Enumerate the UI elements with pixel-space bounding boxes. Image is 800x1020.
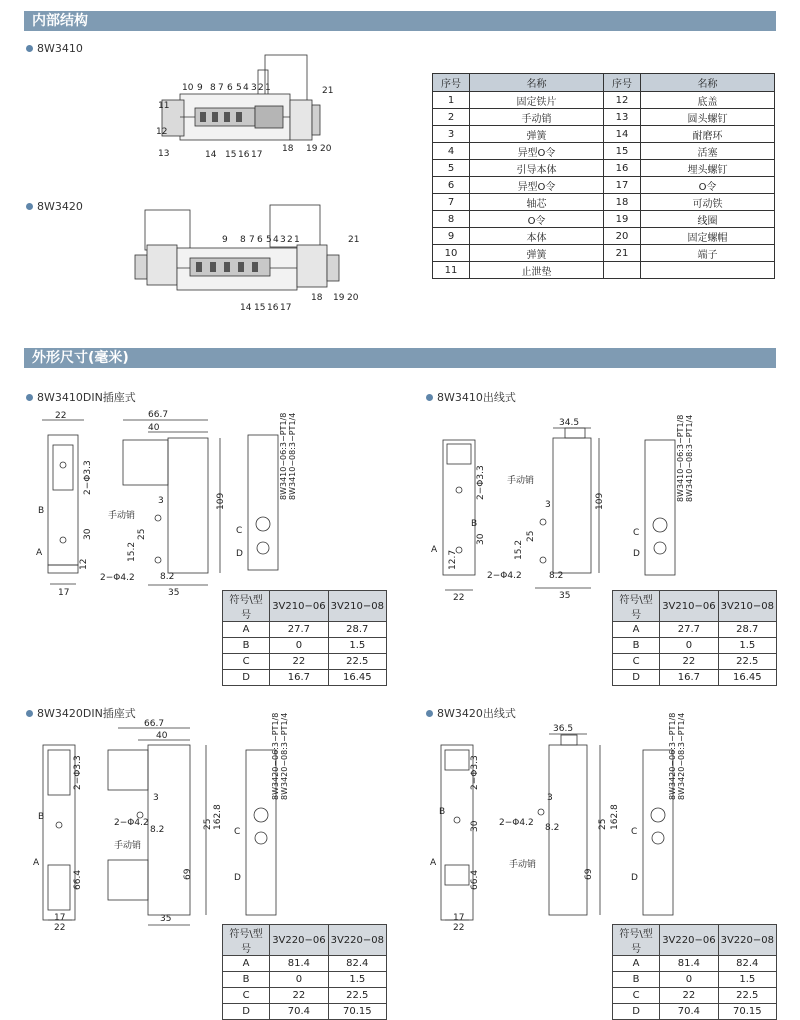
dimension-label: 36.5 [553, 724, 574, 734]
dim-table-header [613, 925, 777, 956]
manual-pin-label: 手动销 [108, 511, 136, 521]
dimension-label: 15.2 [127, 541, 137, 562]
dimension-label: D [633, 549, 640, 559]
dimension-label: 25 [526, 530, 536, 542]
dimension-label: 69 [183, 868, 193, 880]
port-spec-label: 8W3420−08:3−PT1/4 [677, 712, 686, 800]
port-spec-label: 8W3420−08:3−PT1/4 [280, 712, 289, 800]
part-number-cell: 8 [433, 211, 470, 228]
model-label-8w3410 [26, 42, 83, 55]
callout-number: 8 [240, 235, 246, 245]
bullet-dot-icon [26, 203, 33, 210]
dim-table-row [613, 654, 777, 670]
dimension-label: 25 [203, 818, 213, 830]
value-cell: 22.5 [718, 654, 776, 670]
dimension-label: 2−Φ3.3 [83, 460, 93, 495]
dimension-label: 8.2 [549, 571, 564, 581]
part-name-cell: 手动销 [470, 109, 604, 126]
dimension-label: 25 [598, 818, 608, 830]
part-number-cell: 6 [433, 177, 470, 194]
port-spec-label: 8W3420−06:3−PT1/8 [271, 712, 280, 800]
symbol-cell: B [223, 972, 270, 988]
callout-number: 20 [347, 293, 359, 303]
part-number-cell: 7 [433, 194, 470, 211]
value-cell: 1.5 [718, 638, 776, 654]
dimension-label: 35 [168, 588, 180, 598]
model-label-text: 8W3420 [37, 200, 83, 213]
callout-number: 21 [348, 235, 360, 245]
dimension-label: 109 [216, 492, 226, 510]
dimension-label: B [38, 812, 45, 822]
dimension-label: 2−Φ3.3 [476, 465, 486, 500]
callout-number: 4 [243, 83, 249, 93]
callout-number: 20 [320, 144, 332, 154]
symbol-cell: B [613, 972, 660, 988]
part-number-cell: 14 [604, 126, 641, 143]
dim-table-row [613, 622, 777, 638]
callout-number: 4 [273, 235, 279, 245]
dimension-label: A [33, 858, 40, 868]
callout-number: 18 [282, 144, 294, 154]
callout-number: 3 [251, 83, 257, 93]
dimension-label: 22 [453, 923, 465, 933]
callout-number: 13 [158, 149, 170, 159]
part-number-cell: 4 [433, 143, 470, 160]
callout-number: 14 [205, 150, 217, 160]
part-name-cell: O令 [470, 211, 604, 228]
model-label-text: 8W3410 [37, 42, 83, 55]
dimension-label: 3 [153, 793, 159, 803]
callout-number: 15 [225, 150, 237, 160]
drawing-title-8w3420-wire [426, 705, 516, 721]
dimension-label: 66.7 [148, 410, 169, 420]
dimension-label: 25 [137, 528, 147, 540]
dimension-label: 17 [58, 588, 70, 598]
dimension-label: 3 [545, 500, 551, 510]
dim-table-row [223, 622, 387, 638]
dimension-drawing-8w3410-din [28, 400, 308, 600]
part-number-cell [604, 262, 641, 279]
part-number-cell: 5 [433, 160, 470, 177]
part-name-cell: 轴芯 [470, 194, 604, 211]
part-number-cell: 18 [604, 194, 641, 211]
callout-number: 7 [249, 235, 255, 245]
port-spec-label: 8W3420−06:3−PT1/8 [668, 712, 677, 800]
callout-number: 15 [254, 303, 266, 313]
dimension-label: 2−Φ4.2 [487, 571, 522, 581]
dimension-label: 22 [453, 593, 465, 603]
dim-table-row [613, 638, 777, 654]
parts-table-row [433, 262, 775, 279]
part-name-cell [641, 262, 775, 279]
dimension-label: 30 [83, 528, 93, 540]
callout-number: 6 [227, 83, 233, 93]
bullet-dot-icon [26, 45, 33, 52]
drawing-title-text: 8W3420出线式 [437, 707, 516, 720]
model-label-8w3420 [26, 200, 83, 213]
part-number-cell: 21 [604, 245, 641, 262]
parts-table-row [433, 92, 775, 109]
dimension-label: D [234, 873, 241, 883]
manual-pin-label: 手动销 [509, 860, 537, 870]
value-cell: 22.5 [328, 988, 386, 1004]
symbol-cell: C [613, 654, 660, 670]
part-name-cell: 异型O令 [470, 177, 604, 194]
part-number-cell: 9 [433, 228, 470, 245]
value-cell: 22 [270, 654, 328, 670]
dimension-label: 40 [148, 423, 160, 433]
value-cell: 82.4 [328, 956, 386, 972]
symbol-cell: B [613, 638, 660, 654]
callout-number: 9 [222, 235, 228, 245]
part-number-cell: 19 [604, 211, 641, 228]
dimension-label: 3 [158, 496, 164, 506]
part-number-cell: 13 [604, 109, 641, 126]
callout-number: 21 [322, 86, 334, 96]
dimension-label: 40 [156, 731, 168, 741]
value-cell: 16.45 [718, 670, 776, 686]
dimension-label: 66.4 [73, 869, 83, 890]
dim-table-8w3410-wire [612, 590, 777, 686]
callout-number: 5 [236, 83, 242, 93]
symbol-cell: A [613, 622, 660, 638]
symbol-cell: C [223, 988, 270, 1004]
dimension-label: 8.2 [545, 823, 560, 833]
dimension-label: 2−Φ3.3 [73, 755, 83, 790]
symbol-cell: C [613, 988, 660, 1004]
parts-table-row [433, 143, 775, 160]
header-cell: 名称 [641, 74, 775, 92]
symbol-cell: A [223, 956, 270, 972]
callout-number: 14 [240, 303, 252, 313]
bullet-dot-icon [26, 710, 33, 717]
part-name-cell: 线圈 [641, 211, 775, 228]
header-cell: 3V210−08 [718, 591, 776, 622]
value-cell: 1.5 [328, 638, 386, 654]
header-cell: 3V210−06 [270, 591, 328, 622]
value-cell: 82.4 [718, 956, 776, 972]
header-cell: 3V220−08 [328, 925, 386, 956]
drawing-title-8w3420-din [26, 705, 136, 721]
dimension-label: 2−Φ4.2 [499, 818, 534, 828]
parts-table-row [433, 211, 775, 228]
part-name-cell: 固定螺帽 [641, 228, 775, 245]
header-cell: 3V220−06 [270, 925, 328, 956]
parts-table-row [433, 109, 775, 126]
section-header-dimensions: 外形尺寸(毫米) [24, 348, 776, 368]
cross-section-8w3410 [150, 50, 340, 165]
part-number-cell: 3 [433, 126, 470, 143]
header-cell: 序号 [604, 74, 641, 92]
value-cell: 81.4 [270, 956, 328, 972]
parts-table-row [433, 177, 775, 194]
header-cell: 名称 [470, 74, 604, 92]
symbol-cell: D [223, 670, 270, 686]
header-cell: 符号\型号 [223, 591, 270, 622]
part-number-cell: 11 [433, 262, 470, 279]
callout-number: 9 [197, 83, 203, 93]
parts-table-row [433, 126, 775, 143]
dim-table-row [613, 670, 777, 686]
value-cell: 16.7 [660, 670, 718, 686]
value-cell: 0 [660, 972, 718, 988]
dim-table-header [223, 591, 387, 622]
callout-number: 17 [251, 150, 263, 160]
symbol-cell: C [223, 654, 270, 670]
part-name-cell: 可动铁 [641, 194, 775, 211]
cross-section-8w3420 [130, 200, 360, 315]
symbol-cell: D [613, 1004, 660, 1020]
value-cell: 16.45 [328, 670, 386, 686]
dimension-label: D [236, 549, 243, 559]
dim-table-8w3410-din [222, 590, 387, 686]
dimension-label: 34.5 [559, 418, 580, 428]
port-spec-label: 8W3410−08:3−PT1/4 [685, 414, 694, 502]
dimension-label: 17 [453, 913, 465, 923]
parts-table-row [433, 160, 775, 177]
value-cell: 22 [660, 654, 718, 670]
part-name-cell: 底盖 [641, 92, 775, 109]
part-name-cell: O令 [641, 177, 775, 194]
dimension-label: 30 [476, 533, 486, 545]
callout-number: 7 [218, 83, 224, 93]
part-number-cell: 15 [604, 143, 641, 160]
callout-number: 8 [210, 83, 216, 93]
value-cell: 1.5 [328, 972, 386, 988]
value-cell: 1.5 [718, 972, 776, 988]
callout-number: 2 [287, 235, 293, 245]
callout-number: 16 [267, 303, 279, 313]
part-number-cell: 12 [604, 92, 641, 109]
dimension-label: 22 [55, 411, 67, 421]
callout-number: 10 [182, 83, 194, 93]
value-cell: 27.7 [270, 622, 328, 638]
part-name-cell: 弹簧 [470, 245, 604, 262]
parts-table-row [433, 245, 775, 262]
dimension-label: C [236, 526, 243, 536]
dim-table-header [223, 925, 387, 956]
port-spec-label: 8W3410−06:3−PT1/8 [279, 412, 288, 500]
dim-table-row [223, 972, 387, 988]
dimension-label: B [38, 506, 45, 516]
dimension-label: 35 [559, 591, 571, 601]
dimension-label: 69 [584, 868, 594, 880]
manual-pin-label: 手动销 [114, 841, 142, 851]
dimension-label: 12.7 [448, 549, 458, 570]
value-cell: 0 [660, 638, 718, 654]
value-cell: 70.15 [718, 1004, 776, 1020]
parts-table-header [433, 74, 775, 92]
part-name-cell: 圆头螺钉 [641, 109, 775, 126]
header-cell: 3V220−08 [718, 925, 776, 956]
manual-pin-label: 手动销 [507, 476, 535, 486]
dimension-label: 66.4 [470, 869, 480, 890]
part-name-cell: 引导本体 [470, 160, 604, 177]
value-cell: 0 [270, 638, 328, 654]
header-cell: 3V210−06 [660, 591, 718, 622]
drawing-title-text: 8W3410DIN插座式 [37, 391, 136, 404]
dim-table-row [223, 670, 387, 686]
parts-table [432, 73, 775, 279]
dimension-label: B [471, 519, 478, 529]
dimension-label: D [631, 873, 638, 883]
value-cell: 22.5 [328, 654, 386, 670]
dim-table-row [223, 1004, 387, 1020]
value-cell: 22 [660, 988, 718, 1004]
callout-number: 1 [294, 235, 300, 245]
dim-table-header [613, 591, 777, 622]
part-number-cell: 17 [604, 177, 641, 194]
symbol-cell: D [223, 1004, 270, 1020]
part-name-cell: 耐磨环 [641, 126, 775, 143]
dimension-drawing-8w3410-wire [425, 410, 725, 603]
callout-number: 1 [265, 83, 271, 93]
dim-table-8w3420-din [222, 924, 387, 1020]
dimension-label: 35 [160, 914, 172, 924]
dim-table-8w3420-wire [612, 924, 777, 1020]
value-cell: 28.7 [328, 622, 386, 638]
callout-number: 5 [266, 235, 272, 245]
header-cell: 符号\型号 [223, 925, 270, 956]
dimension-label: A [431, 545, 438, 555]
dimension-label: A [36, 548, 43, 558]
dimension-label: 109 [595, 492, 605, 510]
part-number-cell: 1 [433, 92, 470, 109]
part-number-cell: 10 [433, 245, 470, 262]
dim-table-row [223, 956, 387, 972]
header-cell: 符号\型号 [613, 925, 660, 956]
symbol-cell: A [223, 622, 270, 638]
dimension-label: C [234, 827, 241, 837]
callout-number: 18 [311, 293, 323, 303]
part-name-cell: 活塞 [641, 143, 775, 160]
header-cell: 3V220−06 [660, 925, 718, 956]
drawing-title-text: 8W3420DIN插座式 [37, 707, 136, 720]
dimension-label: 22 [54, 923, 66, 933]
part-name-cell: 本体 [470, 228, 604, 245]
dimension-label: 30 [470, 820, 480, 832]
dimension-label: 12 [79, 558, 89, 570]
header-cell: 3V210−08 [328, 591, 386, 622]
value-cell: 70.4 [270, 1004, 328, 1020]
part-number-cell: 2 [433, 109, 470, 126]
value-cell: 70.15 [328, 1004, 386, 1020]
dim-table-row [613, 972, 777, 988]
symbol-cell: B [223, 638, 270, 654]
callout-number: 19 [333, 293, 345, 303]
dimension-label: 17 [54, 913, 66, 923]
callout-number: 16 [238, 150, 250, 160]
dim-table-row [223, 988, 387, 1004]
dimension-label: 3 [547, 793, 553, 803]
value-cell: 22.5 [718, 988, 776, 1004]
callout-number: 19 [306, 144, 318, 154]
dimension-label: C [631, 827, 638, 837]
part-name-cell: 止泄垫 [470, 262, 604, 279]
value-cell: 28.7 [718, 622, 776, 638]
symbol-cell: D [613, 670, 660, 686]
callout-number: 3 [280, 235, 286, 245]
dim-table-row [223, 638, 387, 654]
part-name-cell: 端子 [641, 245, 775, 262]
parts-table-row [433, 194, 775, 211]
callout-number: 12 [156, 127, 168, 137]
value-cell: 70.4 [660, 1004, 718, 1020]
part-name-cell: 异型O令 [470, 143, 604, 160]
part-name-cell: 埋头螺钉 [641, 160, 775, 177]
dimension-label: 8.2 [150, 825, 165, 835]
dim-table-row [613, 988, 777, 1004]
dimension-label: 162.8 [610, 804, 620, 830]
callout-number: 2 [258, 83, 264, 93]
value-cell: 27.7 [660, 622, 718, 638]
parts-table-row [433, 228, 775, 245]
section-header-internal-structure: 内部结构 [24, 11, 776, 31]
value-cell: 0 [270, 972, 328, 988]
dimension-label: B [439, 807, 446, 817]
dimension-label: 8.2 [160, 572, 175, 582]
value-cell: 22 [270, 988, 328, 1004]
dimension-label: 2−Φ3.3 [470, 755, 480, 790]
port-spec-label: 8W3410−08:3−PT1/4 [288, 412, 297, 500]
bullet-dot-icon [426, 710, 433, 717]
dimension-label: 2−Φ4.2 [114, 818, 149, 828]
header-cell: 序号 [433, 74, 470, 92]
callout-number: 6 [257, 235, 263, 245]
port-spec-label: 8W3410−06:3−PT1/8 [676, 414, 685, 502]
symbol-cell: A [613, 956, 660, 972]
part-name-cell: 固定铁片 [470, 92, 604, 109]
dimension-label: C [633, 528, 640, 538]
drawing-title-text: 8W3410出线式 [437, 391, 516, 404]
value-cell: 81.4 [660, 956, 718, 972]
value-cell: 16.7 [270, 670, 328, 686]
part-number-cell: 20 [604, 228, 641, 245]
callout-number: 11 [158, 101, 170, 111]
dimension-label: 15.2 [514, 539, 524, 560]
drawing-title-8w3410-wire [426, 389, 516, 405]
part-number-cell: 16 [604, 160, 641, 177]
callout-number: 17 [280, 303, 292, 313]
part-name-cell: 弹簧 [470, 126, 604, 143]
bullet-dot-icon [426, 394, 433, 401]
header-cell: 符号\型号 [613, 591, 660, 622]
dim-table-row [613, 956, 777, 972]
dim-table-row [613, 1004, 777, 1020]
dimension-label: 162.8 [213, 804, 223, 830]
dimension-label: 66.7 [144, 719, 165, 729]
dim-table-row [223, 654, 387, 670]
dimension-label: 2−Φ4.2 [100, 573, 135, 583]
dimension-label: A [430, 858, 437, 868]
